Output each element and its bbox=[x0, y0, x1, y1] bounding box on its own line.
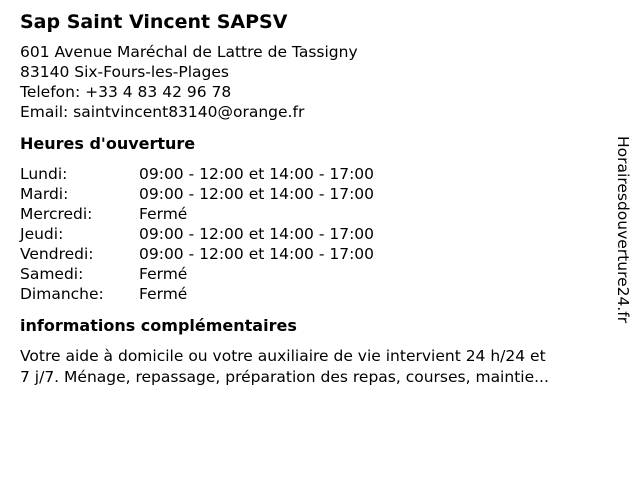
description-line: 7 j/7. Ménage, repassage, préparation des repas, courses, maintie... bbox=[20, 368, 549, 386]
hours-heading: Heures d'ouverture bbox=[20, 134, 196, 153]
day-hours: Fermé bbox=[139, 205, 188, 223]
day-label: Samedi: bbox=[20, 265, 84, 283]
hours-row-thursday bbox=[20, 224, 615, 244]
description-line: Votre aide à domicile ou votre auxiliaire de vie intervient 24 h/24 et bbox=[20, 347, 546, 365]
hours-row-sunday bbox=[20, 284, 615, 304]
hours-row-tuesday bbox=[20, 184, 615, 204]
day-label: Mercredi: bbox=[20, 205, 93, 223]
day-hours: Fermé bbox=[139, 285, 188, 303]
day-label: Dimanche: bbox=[20, 285, 104, 303]
day-label: Vendredi: bbox=[20, 245, 94, 263]
contact-block bbox=[20, 42, 615, 122]
day-label: Lundi: bbox=[20, 165, 68, 183]
email-text: Email: saintvincent83140@orange.fr bbox=[20, 103, 305, 121]
business-card bbox=[20, 10, 615, 388]
phone-text: Telefon: +33 4 83 42 96 78 bbox=[20, 83, 232, 101]
day-label: Mardi: bbox=[20, 185, 69, 203]
address-city: 83140 Six-Fours-les-Plages bbox=[20, 63, 229, 81]
hours-row-monday bbox=[20, 164, 615, 184]
address-street: 601 Avenue Maréchal de Lattre de Tassigny bbox=[20, 43, 358, 61]
hours-row-wednesday bbox=[20, 204, 615, 224]
site-watermark: Horairesdouverture24.fr bbox=[614, 136, 632, 324]
day-hours: 09:00 - 12:00 et 14:00 - 17:00 bbox=[139, 225, 375, 243]
day-hours: 09:00 - 12:00 et 14:00 - 17:00 bbox=[139, 185, 375, 203]
day-label: Jeudi: bbox=[20, 225, 64, 243]
info-heading: informations complémentaires bbox=[20, 316, 297, 335]
day-hours: Fermé bbox=[139, 265, 188, 283]
hours-row-friday bbox=[20, 244, 615, 264]
day-hours: 09:00 - 12:00 et 14:00 - 17:00 bbox=[139, 245, 375, 263]
hours-table bbox=[20, 164, 615, 304]
day-hours: 09:00 - 12:00 et 14:00 - 17:00 bbox=[139, 165, 375, 183]
description-text bbox=[20, 346, 620, 388]
business-name: Sap Saint Vincent SAPSV bbox=[20, 11, 288, 33]
hours-row-saturday bbox=[20, 264, 615, 284]
